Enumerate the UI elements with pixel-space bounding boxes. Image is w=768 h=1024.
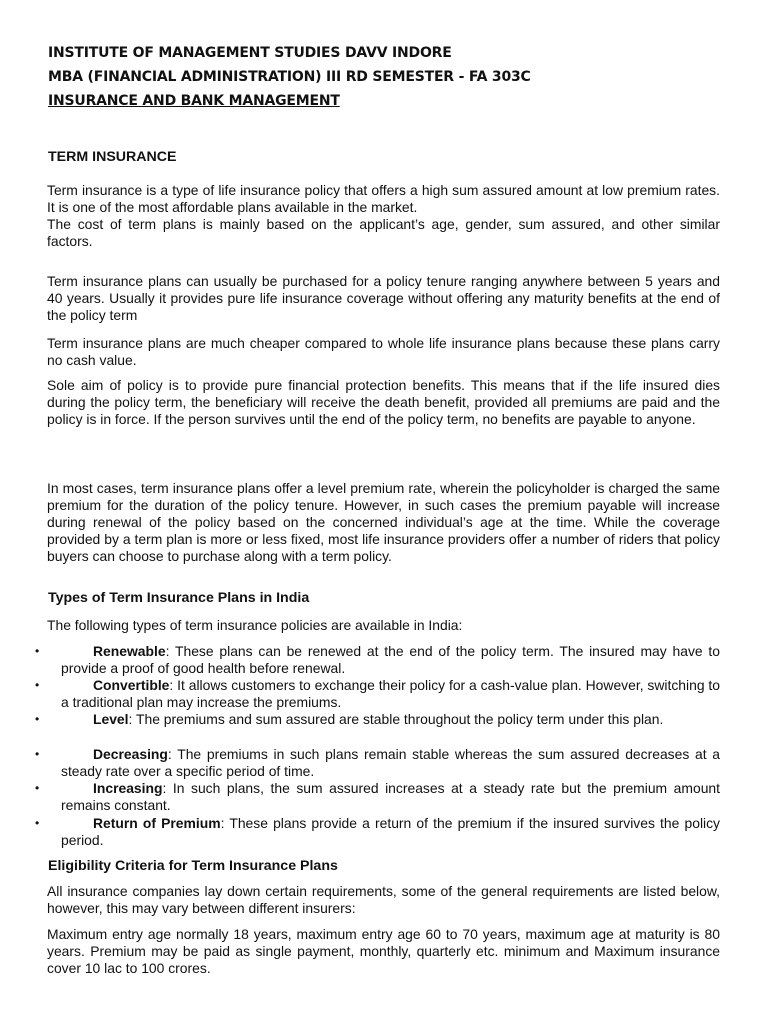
paragraph-level-premium: In most cases, term insurance plans offer a level premium rate, wherein the policyholder is charged the same premium for the duration of the policy tenure. However, in such cases the premium payable will increase during renewal of the policy based on the concerned individual’s age at the time. While the coverage provided by a term plan is more or less fixed, most life insurance providers offer a number of riders that policy buyers can choose to purchase along with a term policy.: [47, 480, 720, 564]
list-item-decreasing: [61, 746, 720, 780]
bullet-marker: •: [35, 644, 40, 658]
bullet-marker: •: [35, 816, 40, 830]
list-item-text: : The premiums and sum assured are stable throughout the policy term under this plan.: [128, 711, 664, 727]
bullet-marker: •: [35, 678, 40, 692]
paragraph-cost: The cost of term plans is mainly based on the applicant’s age, gender, sum assured, and other similar factors.: [47, 216, 720, 249]
list-item-term: Increasing: [93, 780, 163, 796]
bullet-marker: •: [35, 781, 40, 795]
list-item-text: : The premiums in such plans remain stable whereas the sum assured decreases at a steady rate over a specific period of time.: [61, 746, 720, 779]
list-item-term: Level: [93, 711, 129, 727]
list-item-term: Convertible: [93, 677, 170, 693]
list-item-convertible: [61, 677, 720, 711]
list-item-term: Decreasing: [93, 746, 168, 762]
list-item-text: : It allows customers to exchange their policy for a cash-value plan. However, switching to a traditional plan may increase the premiums.: [61, 677, 720, 710]
section-title: TERM INSURANCE: [48, 149, 177, 165]
list-item-level: [61, 711, 720, 728]
bullet-marker: •: [35, 712, 40, 726]
eligibility-intro: All insurance companies lay down certain requirements, some of the general requirements are listed below, however, this may vary between different insurers:: [47, 883, 720, 916]
list-item-term: Return of Premium: [93, 815, 221, 831]
list-item-increasing: [61, 780, 720, 814]
list-item-return-of-premium: [61, 815, 720, 849]
list-item-text: : In such plans, the sum assured increases at a steady rate but the premium amount remains constant.: [61, 780, 720, 813]
types-heading: Types of Term Insurance Plans in India: [48, 590, 310, 606]
list-item-text: : These plans can be renewed at the end of the policy term. The insured may have to provide a proof of good health before renewal.: [61, 643, 720, 676]
paragraph-tenure: Term insurance plans can usually be purchased for a policy tenure ranging anywhere between 5 years and 40 years. Usually it provides pure life insurance coverage without offering any maturity benefits at the end of the policy term: [47, 273, 720, 323]
list-item-text: : These plans provide a return of the premium if the insured survives the policy period.: [61, 815, 721, 848]
institute-title: INSTITUTE OF MANAGEMENT STUDIES DAVV INDORE: [48, 45, 452, 61]
eligibility-details: Maximum entry age normally 18 years, maximum entry age 60 to 70 years, maximum age at maturity is 80 years. Premium may be paid as single payment, monthly, quarterly etc. minimum and Maximum insurance cover 10 lac to 100 crores.: [47, 926, 720, 976]
bullet-marker: •: [35, 747, 40, 761]
eligibility-heading: Eligibility Criteria for Term Insurance Plans: [48, 858, 338, 874]
subject-title: INSURANCE AND BANK MANAGEMENT: [48, 93, 340, 109]
list-item-term: Renewable: [93, 643, 166, 659]
list-item-renewable: [61, 643, 720, 677]
paragraph-definition: Term insurance is a type of life insurance policy that offers a high sum assured amount at low premium rates. It is one of the most affordable plans available in the market.: [47, 182, 720, 215]
types-intro: The following types of term insurance policies are available in India:: [47, 617, 463, 633]
paragraph-sole-aim: Sole aim of policy is to provide pure financial protection benefits. This means that if the life insured dies during the policy term, the beneficiary will receive the death benefit, provided all premiums are paid and the policy is in force. If the person survives until the end of the policy term, no benefits are payable to anyone.: [47, 377, 720, 427]
paragraph-cheaper: Term insurance plans are much cheaper compared to whole life insurance plans because these plans carry no cash value.: [47, 335, 720, 368]
course-title: MBA (FINANCIAL ADMINISTRATION) III RD SEMESTER - FA 303C: [48, 69, 531, 85]
